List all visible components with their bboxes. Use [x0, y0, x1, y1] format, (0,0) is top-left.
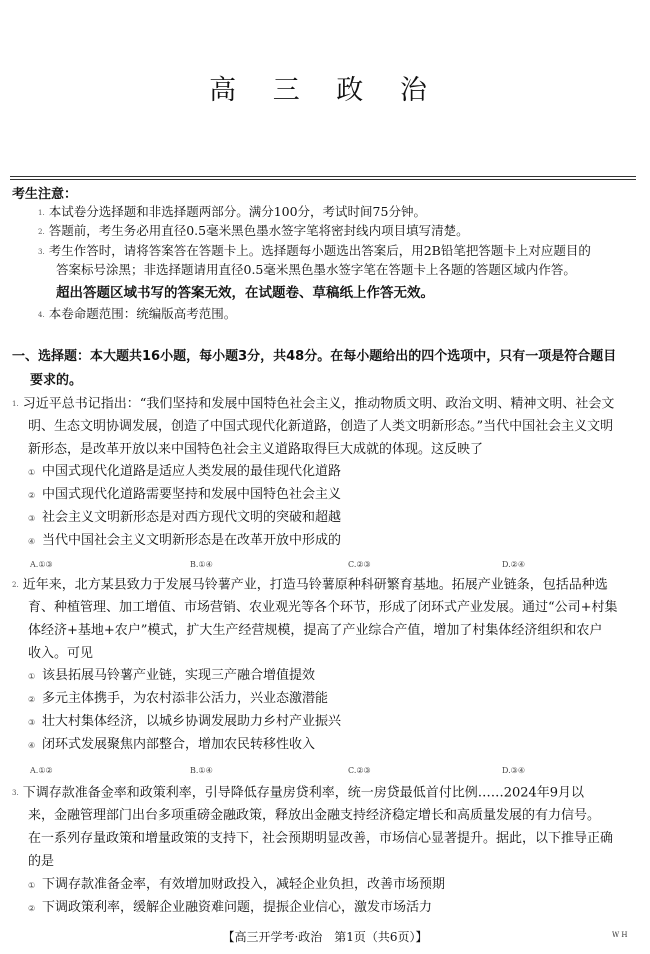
question-line: 收入。可见 [28, 646, 94, 661]
statement: ① 该县拓展马铃薯产业链，实现三产融合增值提效 [28, 668, 316, 683]
page-footer: 【高三开学考·政治 第1页（共6页）】 [222, 930, 428, 944]
section-heading-cont: 要求的。 [30, 373, 83, 388]
statement: ③ 社会主义文明新形态是对西方现代文明的突破和超越 [28, 510, 342, 525]
question-line: 明、生态文明协调发展，创造了中国式现代化新道路，创造了人类文明新形态。”当代中国社会主义文明 [28, 419, 614, 434]
question-line: 3. 下调存款准备金率和政策利率，引导降低存量房贷利率，统一房贷最低首付比例……2024年9月以 [12, 785, 585, 801]
footer-code: W H [612, 931, 628, 939]
statement: ① 下调存款准备金率，有效增加财政投入，减轻企业负担，改善市场预期 [28, 877, 446, 892]
notice-bold-warning: 超出答题区域书写的答案无效，在试题卷、草稿纸上作答无效。 [56, 285, 434, 301]
option-c: C.②③ [348, 766, 371, 775]
option-b: B.①④ [190, 560, 213, 569]
notice-item: 答案标号涂黑；非选择题请用直径0.5毫米黑色墨水签字笔在答题卡上各题的答题区域内作答。 [56, 262, 576, 277]
option-c: C.②③ [348, 560, 371, 569]
statement: ④ 闭环式发展聚焦内部整合，增加农民转移性收入 [28, 737, 316, 752]
statement: ② 中国式现代化道路需要坚持和发展中国特色社会主义 [28, 487, 342, 502]
notice-heading: 考生注意： [12, 187, 78, 202]
statement: ④ 当代中国社会主义文明新形态是在改革开放中形成的 [28, 533, 342, 548]
question-line: 2. 近年来，北方某县致力于发展马铃薯产业，打造马铃薯原种科研繁育基地。拓展产业链条，包括品种选 [12, 577, 608, 593]
question-line: 1. 习近平总书记指出：“我们坚持和发展中国特色社会主义，推动物质文明、政治文明、精神文明、社会文 [12, 396, 615, 412]
statement: ② 下调政策利率，缓解企业融资难问题，提振企业信心，激发市场活力 [28, 900, 433, 915]
question-line: 育、种植管理、加工增值、市场营销、农业观光等各个环节，形成了闭环式产业发展。通过“公司+村集 [28, 600, 618, 615]
question-line: 新形态，是改革开放以来中国特色社会主义道路取得巨大成就的体现。这反映了 [28, 442, 484, 457]
statement: ① 中国式现代化道路是适应人类发展的最佳现代化道路 [28, 464, 342, 479]
question-line: 的是 [28, 854, 55, 869]
page-title: 高 三 政 治 [209, 75, 441, 106]
section-heading: 一、选择题：本大题共16小题，每小题3分，共48分。在每小题给出的四个选项中，只有一项是符合题目 [12, 349, 617, 364]
divider [10, 179, 636, 180]
option-a: A.①② [30, 766, 53, 775]
option-b: B.①④ [190, 766, 213, 775]
notice-item: 2. 答题前，考生务必用直径0.5毫米黑色墨水签字笔将密封线内项目填写清楚。 [38, 223, 469, 238]
option-d: D.③④ [502, 766, 526, 775]
notice-item: 3. 考生作答时，请将答案答在答题卡上。选择题每小题选出答案后，用2B铅笔把答题卡上对应题目的 [38, 243, 591, 258]
question-line: 体经济+基地+农户”模式，扩大生产经营规模，提高了产业综合产值，增加了村集体经济组织和农户 [28, 623, 603, 638]
notice-item: 1. 本试卷分选择题和非选择题两部分。满分100分，考试时间75分钟。 [38, 204, 426, 219]
statement: ② 多元主体携手，为农村添非公活力，兴业态激潜能 [28, 691, 329, 706]
notice-item: 4. 本卷命题范围：统编版高考范围。 [38, 306, 237, 321]
option-d: D.②④ [502, 560, 526, 569]
question-line: 在一系列存量政策和增量政策的支持下，社会预期明显改善，市场信心显著提升。据此，以下推导正确 [28, 831, 614, 846]
question-line: 来，金融管理部门出台多项重磅金融政策，释放出金融支持经济稳定增长和高质量发展的有力信号。 [28, 808, 601, 823]
divider [10, 176, 636, 177]
option-a: A.①③ [30, 560, 53, 569]
statement: ③ 壮大村集体经济，以城乡协调发展助力乡村产业振兴 [28, 714, 342, 729]
